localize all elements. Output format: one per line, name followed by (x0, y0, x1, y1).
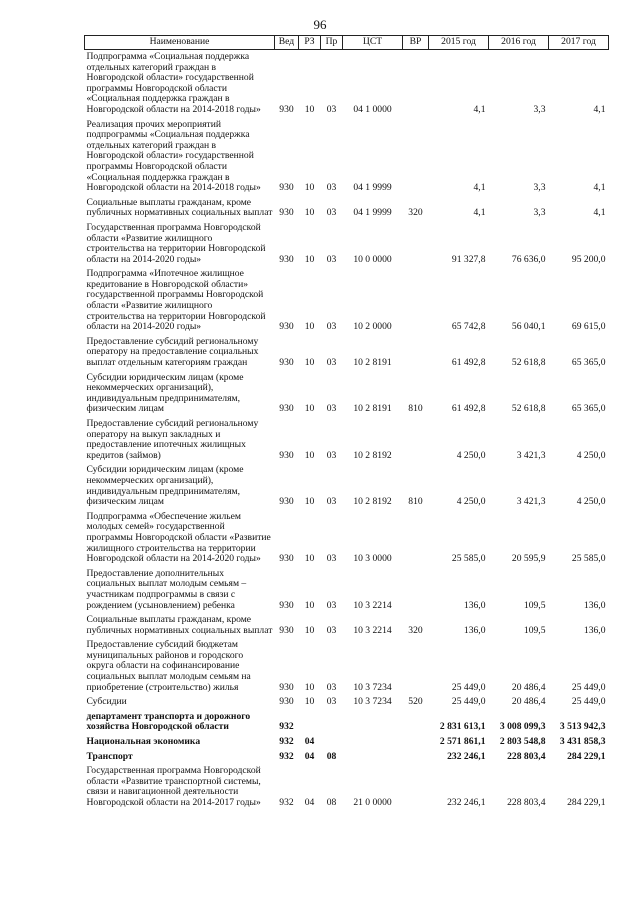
row-ved: 930 (279, 357, 294, 369)
row-vr (403, 417, 429, 463)
row-value-2016: 228 803,4 (507, 797, 546, 808)
row-value-2016: 3 008 099,3 (499, 721, 546, 733)
row-name: Субсидии юридическим лицам (кроме некоммерческих организаций), индивидуальным предпринимателям, физическим лицам (86, 464, 244, 508)
row-rz: 10 (304, 624, 315, 636)
row-ved: 932 (279, 721, 294, 733)
col-header-vr: ВР (403, 36, 429, 50)
row-ved: 930 (279, 553, 294, 565)
row-ved: 930 (279, 496, 294, 508)
row-vr (403, 710, 429, 735)
row-value-2016: 52 618,8 (511, 403, 546, 415)
row-ved: 930 (279, 624, 294, 636)
row-name: Транспорт (86, 750, 133, 762)
row-value-2017: 3 513 942,3 (559, 721, 606, 733)
table-row (85, 417, 609, 463)
table-row (85, 118, 609, 196)
col-header-2017: 2017 год (549, 36, 609, 50)
row-value-2015: 61 492,8 (451, 403, 486, 415)
row-vr (403, 335, 429, 371)
row-cst (343, 735, 403, 750)
row-vr: 810 (408, 496, 423, 508)
row-vr (403, 510, 429, 567)
row-pr: 03 (326, 449, 337, 461)
row-name: департамент транспорта и дорожного хозяйства Новгородской области (86, 710, 251, 733)
row-ved: 930 (279, 207, 294, 219)
row-vr (403, 50, 429, 118)
row-cst: 10 3 7234 (353, 681, 392, 693)
row-name: Национальная экономика (86, 736, 201, 748)
row-value-2016: 52 618,8 (511, 357, 546, 369)
row-ved: 930 (279, 321, 294, 333)
row-pr: 08 (326, 797, 337, 808)
row-value-2016: 76 636,0 (511, 253, 546, 265)
row-cst: 04 1 9999 (353, 182, 392, 194)
row-value-2017: 4 250,0 (576, 496, 606, 508)
row-ved: 930 (279, 599, 294, 611)
row-value-2015: 25 585,0 (451, 553, 486, 565)
row-name: Субсидии юридическим лицам (кроме некоммерческих организаций), индивидуальным предпринимателям, физическим лицам (86, 371, 244, 415)
row-pr: 08 (326, 750, 337, 762)
row-value-2016: 3,3 (533, 207, 546, 219)
row-value-2015: 2 831 613,1 (439, 721, 486, 733)
row-value-2016: 20 486,4 (511, 681, 546, 693)
table-row (85, 735, 609, 750)
row-value-2016: 20 595,9 (511, 553, 546, 565)
row-value-2015: 4 250,0 (456, 449, 486, 461)
row-value-2015: 4 250,0 (456, 496, 486, 508)
row-pr (321, 710, 343, 735)
row-value-2017: 25 449,0 (571, 681, 606, 693)
row-name: Предоставление субсидий региональному оператору на выкуп закладных и предоставление ипотечных жилищных кредитов (займов) (86, 418, 259, 461)
row-value-2016: 109,5 (523, 624, 546, 636)
row-ved: 930 (279, 103, 294, 115)
col-header-2016: 2016 год (489, 36, 549, 50)
row-rz (299, 710, 321, 735)
row-name: Подпрограмма «Социальная поддержка отдельных категорий граждан в Новгородской области» государственной программы Новгородской области «Социальная поддержка граждан в Новгородской области на 2014-2018 годы» (86, 51, 261, 115)
row-value-2017: 95 200,0 (571, 253, 606, 265)
row-name: Подпрограмма «Обеспечение жильем молодых семей» государственной программы Новгородской области «Развитие жилищного строительства на территории Новгородской области на 2014-2020 годы» (86, 510, 271, 565)
table-row (85, 335, 609, 371)
row-value-2017: 136,0 (583, 624, 606, 636)
row-value-2015: 136,0 (463, 624, 486, 636)
row-vr (403, 638, 429, 695)
row-ved: 930 (279, 681, 294, 693)
table-row (85, 371, 609, 417)
row-value-2015: 4,1 (473, 207, 486, 219)
row-cst: 04 1 0000 (353, 103, 392, 115)
row-rz: 10 (304, 681, 315, 693)
row-vr (403, 750, 429, 765)
row-pr: 03 (326, 496, 337, 508)
table-row (85, 710, 609, 735)
row-value-2017: 4,1 (593, 207, 606, 219)
row-vr (403, 118, 429, 196)
row-value-2015: 232 246,1 (447, 750, 486, 762)
col-header-rz: РЗ (299, 36, 321, 50)
table-row (85, 695, 609, 710)
row-pr: 03 (326, 599, 337, 611)
row-cst: 10 2 8191 (353, 403, 392, 415)
row-ved: 930 (279, 696, 294, 708)
row-value-2016: 3 421,3 (516, 449, 546, 461)
row-rz: 10 (304, 357, 315, 369)
row-vr (403, 221, 429, 267)
row-rz: 04 (304, 750, 315, 762)
row-value-2015: 91 327,8 (451, 253, 486, 265)
col-header-pr: Пр (321, 36, 343, 50)
row-value-2017: 284 229,1 (567, 750, 606, 762)
row-pr: 03 (326, 253, 337, 265)
row-rz: 10 (304, 696, 315, 708)
row-rz: 10 (304, 403, 315, 415)
row-rz: 10 (304, 449, 315, 461)
row-value-2016: 20 486,4 (511, 696, 546, 708)
row-cst: 10 3 2214 (353, 599, 392, 611)
row-rz: 10 (304, 103, 315, 115)
row-pr: 03 (326, 624, 337, 636)
row-value-2017: 3 431 858,3 (559, 736, 606, 748)
row-value-2016: 228 803,4 (507, 750, 546, 762)
page-number: 96 (313, 17, 327, 32)
row-pr: 03 (326, 103, 337, 115)
row-rz: 10 (304, 253, 315, 265)
row-ved: 930 (279, 253, 294, 265)
row-pr (321, 735, 343, 750)
row-value-2017: 284 229,1 (567, 797, 606, 808)
row-rz: 10 (304, 496, 315, 508)
table-row (85, 267, 609, 335)
row-name: Социальные выплаты гражданам, кроме публичных нормативных социальных выплат (86, 196, 273, 219)
row-value-2015: 136,0 (463, 599, 486, 611)
row-vr (403, 764, 429, 810)
row-pr: 03 (326, 696, 337, 708)
table-row (85, 567, 609, 613)
row-vr: 810 (408, 403, 423, 415)
row-rz: 10 (304, 553, 315, 565)
row-name: Подпрограмма «Ипотечное жилищное кредитование в Новгородской области» государственной программы Новгородской области «Развитие жилищного строительства на территории Новгородской области на 2014-2020 годы» (86, 268, 266, 333)
col-header-name: Наименование (85, 36, 275, 50)
row-value-2017: 136,0 (583, 599, 606, 611)
row-cst (343, 710, 403, 735)
row-value-2015: 232 246,1 (447, 797, 486, 808)
table-row (85, 764, 609, 810)
row-cst: 21 0 0000 (353, 797, 392, 808)
row-ved: 930 (279, 403, 294, 415)
row-cst: 10 2 0000 (353, 321, 392, 333)
row-value-2017: 65 365,0 (571, 357, 606, 369)
row-rz: 04 (304, 736, 315, 748)
row-rz: 10 (304, 321, 315, 333)
table-row (85, 221, 609, 267)
row-value-2017: 4,1 (593, 103, 606, 115)
row-value-2016: 2 803 548,8 (499, 736, 546, 748)
row-pr: 03 (326, 207, 337, 219)
row-value-2015: 65 742,8 (451, 321, 486, 333)
row-value-2015: 4,1 (473, 182, 486, 194)
row-value-2015: 61 492,8 (451, 357, 486, 369)
row-value-2015: 4,1 (473, 103, 486, 115)
row-cst: 04 1 9999 (353, 207, 392, 219)
row-cst: 10 3 0000 (353, 553, 392, 565)
table-row (85, 196, 609, 221)
row-pr: 03 (326, 553, 337, 565)
row-value-2016: 56 040,1 (511, 321, 546, 333)
row-rz: 10 (304, 182, 315, 194)
row-value-2016: 3 421,3 (516, 496, 546, 508)
budget-table (84, 35, 609, 811)
col-header-ved: Вед (275, 36, 299, 50)
row-value-2016: 3,3 (533, 103, 546, 115)
table-row (85, 463, 609, 509)
row-value-2016: 109,5 (523, 599, 546, 611)
row-vr: 520 (408, 696, 423, 708)
row-value-2017: 25 585,0 (571, 553, 606, 565)
row-value-2017: 69 615,0 (571, 321, 606, 333)
row-value-2015: 25 449,0 (451, 696, 486, 708)
row-value-2017: 4 250,0 (576, 449, 606, 461)
row-cst: 10 2 8191 (353, 357, 392, 369)
row-pr: 03 (326, 182, 337, 194)
row-cst: 10 2 8192 (353, 449, 392, 461)
row-rz: 04 (304, 797, 315, 808)
row-vr (403, 735, 429, 750)
row-name: Государственная программа Новгородской области «Развитие жилищного строительства на территории Новгородской области на 2014-2020 годы» (86, 221, 266, 265)
col-header-2015: 2015 год (429, 36, 489, 50)
row-name: Предоставление субсидий бюджетам муниципальных районов и городского округа области на софинансирование социальных выплат молодым семьям на приобретение (строительство) жилья (86, 639, 251, 693)
table-header (85, 36, 609, 50)
row-ved: 932 (279, 736, 294, 748)
table-row (85, 613, 609, 638)
row-ved: 930 (279, 182, 294, 194)
row-cst: 10 3 2214 (353, 624, 392, 636)
col-header-cst: ЦСТ (343, 36, 403, 50)
row-value-2015: 2 571 861,1 (439, 736, 486, 748)
row-name: Социальные выплаты гражданам, кроме публичных нормативных социальных выплат (86, 614, 273, 636)
table-row (85, 638, 609, 695)
row-value-2015: 25 449,0 (451, 681, 486, 693)
row-name: Предоставление дополнительных социальных выплат молодым семьям – участникам подпрограммы в связи с рождением (усыновлением) ребенка (86, 567, 247, 611)
row-name: Предоставление субсидий региональному оператору на предоставление социальных выплат отдельным категориям граждан (86, 335, 259, 369)
table-row (85, 50, 609, 118)
row-ved: 930 (279, 449, 294, 461)
row-value-2016: 3,3 (533, 182, 546, 194)
row-name: Реализация прочих мероприятий подпрограммы «Социальная поддержка отдельных категорий граждан в Новгородской области» государственной программы Новгородской области «Социальная поддержка граждан в Новгородской области на 2014-2018 годы» (86, 118, 261, 194)
row-rz: 10 (304, 599, 315, 611)
row-vr (403, 567, 429, 613)
table-body (85, 50, 609, 811)
row-vr: 320 (408, 207, 423, 219)
row-pr: 03 (326, 403, 337, 415)
row-ved: 932 (279, 797, 294, 808)
row-value-2017: 4,1 (593, 182, 606, 194)
row-name: Государственная программа Новгородской области «Развитие транспортной системы, связи и навигационной деятельности Новгородской области на 2014-2017 годы» (86, 765, 261, 808)
table-row (85, 510, 609, 567)
row-cst: 10 3 7234 (353, 696, 392, 708)
row-pr: 03 (326, 321, 337, 333)
table-row (85, 750, 609, 765)
row-name: Субсидии (86, 696, 127, 708)
row-cst: 10 0 0000 (353, 253, 392, 265)
row-pr: 03 (326, 681, 337, 693)
row-vr: 320 (408, 624, 423, 636)
row-cst: 10 2 8192 (353, 496, 392, 508)
row-pr: 03 (326, 357, 337, 369)
row-cst (343, 750, 403, 765)
row-value-2017: 25 449,0 (571, 696, 606, 708)
row-value-2017: 65 365,0 (571, 403, 606, 415)
row-vr (403, 267, 429, 335)
row-rz: 10 (304, 207, 315, 219)
row-ved: 932 (279, 750, 294, 762)
